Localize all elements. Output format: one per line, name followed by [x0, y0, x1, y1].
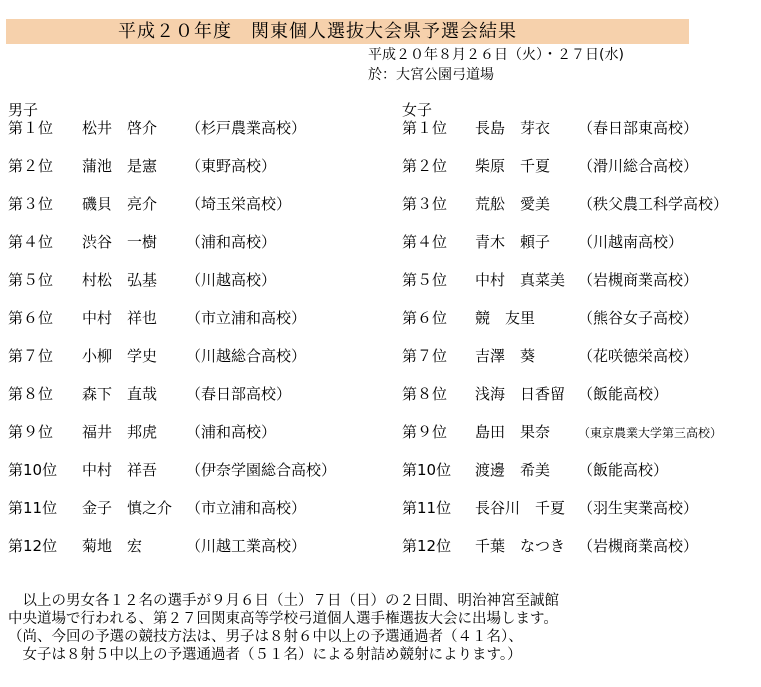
men-rank: 第３位 [8, 195, 54, 213]
women-heading: 女子 [402, 101, 433, 119]
men-name: 福井 邦虎 [82, 423, 158, 441]
women-school: （滑川総合高校） [578, 157, 699, 175]
men-school: （伊奈学園総合高校） [186, 461, 337, 479]
footer-note [8, 592, 559, 664]
men-name: 松井 啓介 [82, 119, 158, 137]
men-name: 中村 祥吾 [82, 461, 158, 479]
footer-line: 以上の男女各１２名の選手が９月６日（土）７日（日）の２日間、明治神宮至誠館 [8, 593, 559, 609]
page-title: 平成２０年度 関東個人選抜大会県予選会結果 [118, 21, 517, 42]
men-school: （春日部高校） [186, 385, 292, 403]
men-name: 蒲池 是憲 [82, 157, 158, 175]
men-rank: 第２位 [8, 157, 54, 175]
women-rank: 第４位 [402, 233, 448, 251]
men-rank: 第８位 [8, 385, 54, 403]
men-name: 磯貝 亮介 [82, 195, 158, 213]
men-name: 菊地 宏 [82, 537, 143, 555]
men-school: （市立浦和高校） [186, 309, 307, 327]
women-name: 柴原 千夏 [475, 157, 551, 175]
men-school: （川越高校） [186, 271, 277, 289]
women-school: （岩槻商業高校） [578, 271, 699, 289]
women-rank: 第12位 [402, 537, 452, 555]
women-rank: 第８位 [402, 385, 448, 403]
men-name: 森下 直哉 [82, 385, 158, 403]
men-name: 小柳 学史 [82, 347, 158, 365]
men-heading: 男子 [8, 101, 39, 119]
women-rank: 第11位 [402, 499, 452, 517]
women-rank: 第９位 [402, 423, 448, 441]
women-name: 中村 真菜美 [475, 271, 566, 289]
women-name: 吉澤 葵 [475, 347, 536, 365]
women-school: （秩父農工科学高校） [578, 195, 729, 213]
women-name: 荒舩 愛美 [475, 195, 551, 213]
women-name: 島田 果奈 [475, 423, 551, 441]
men-school: （川越工業高校） [186, 537, 307, 555]
men-rank: 第12位 [8, 537, 58, 555]
men-name: 中村 祥也 [82, 309, 158, 327]
event-venue: 於：大宮公園弓道場 [368, 67, 494, 83]
men-name: 村松 弘基 [82, 271, 158, 289]
women-name: 青木 頼子 [475, 233, 551, 251]
men-school: （川越総合高校） [186, 347, 307, 365]
women-school: （飯能高校） [578, 385, 669, 403]
women-school: （羽生実業高校） [578, 499, 699, 517]
men-school: （市立浦和高校） [186, 499, 307, 517]
men-name: 金子 慎之介 [82, 499, 173, 517]
men-school: （東野高校） [186, 157, 277, 175]
men-school: （杉戸農業高校） [186, 119, 307, 137]
women-rank: 第７位 [402, 347, 448, 365]
men-rank: 第５位 [8, 271, 54, 289]
footer-line: 中央道場で行われる、第２７回関東高等学校弓道個人選手権選抜大会に出場します。 [8, 611, 558, 627]
men-rank: 第４位 [8, 233, 54, 251]
men-rank: 第９位 [8, 423, 54, 441]
women-rank: 第６位 [402, 309, 448, 327]
event-date: 平成２０年８月２６日（火）・２７日(水) [368, 47, 624, 63]
men-rank: 第１位 [8, 119, 54, 137]
women-rank: 第２位 [402, 157, 448, 175]
men-school: （浦和高校） [186, 233, 277, 251]
women-name: 渡邊 希美 [475, 461, 551, 479]
men-rank: 第６位 [8, 309, 54, 327]
women-school: （東京農業大学第三高校） [578, 426, 723, 440]
women-school: （岩槻商業高校） [578, 537, 699, 555]
women-rank: 第３位 [402, 195, 448, 213]
footer-line: （尚、今回の予選の競技方法は、男子は８射６中以上の予選通過者（４１名）、 [8, 629, 523, 645]
women-name: 長島 芽衣 [475, 119, 551, 137]
women-school: （花咲徳栄高校） [578, 347, 699, 365]
women-rank: 第１位 [402, 119, 448, 137]
men-name: 渋谷 一樹 [82, 233, 158, 251]
women-school: （春日部東高校） [578, 119, 699, 137]
women-name: 競 友里 [475, 309, 536, 327]
men-rank: 第11位 [8, 499, 58, 517]
women-name: 浅海 日香留 [475, 385, 566, 403]
men-rank: 第10位 [8, 461, 58, 479]
women-school: （熊谷女子高校） [578, 309, 699, 327]
women-school: （川越南高校） [578, 233, 684, 251]
men-school: （埼玉栄高校） [186, 195, 292, 213]
women-name: 千葉 なつき [475, 537, 566, 555]
women-rank: 第５位 [402, 271, 448, 289]
women-school: （飯能高校） [578, 461, 669, 479]
men-school: （浦和高校） [186, 423, 277, 441]
men-rank: 第７位 [8, 347, 54, 365]
women-name: 長谷川 千夏 [475, 499, 566, 517]
footer-line: 女子は８射５中以上の予選通過者（５１名）による射詰め競射によります。） [8, 647, 522, 663]
women-rank: 第10位 [402, 461, 452, 479]
